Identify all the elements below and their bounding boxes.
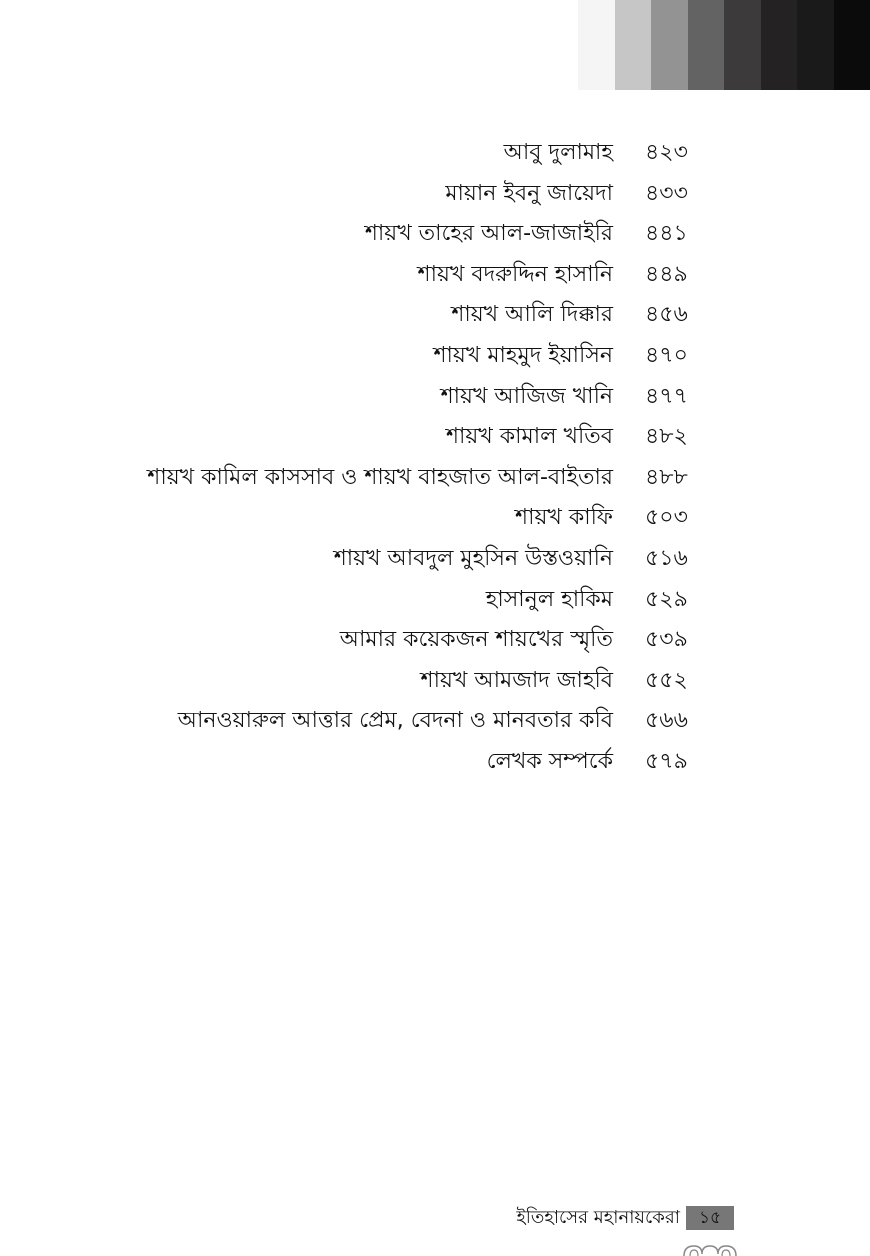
shade-swatch <box>688 0 725 90</box>
toc-entry <box>0 336 870 377</box>
running-footer-book-title: ইতিহাসের মহানায়কেরা <box>516 1207 680 1228</box>
shade-swatch <box>834 0 870 90</box>
toc-entry-title: আনওয়ারুল আত্তার প্রেম, বেদনা ও মানবতার কবি <box>177 708 613 734</box>
toc-entry <box>0 295 870 336</box>
shade-swatch <box>651 0 688 90</box>
toc-entry-title: শায়খ আলি দিক্কার <box>451 302 613 328</box>
toc-entry-title: শায়খ বদরুদ্দিন হাসানি <box>417 261 613 287</box>
toc-entry-title: হাসানুল হাকিম <box>485 586 613 612</box>
toc-entry <box>0 661 870 702</box>
toc-entry-title: শায়খ কামাল খতিব <box>445 424 613 450</box>
toc-entry-page: ৫২৯ <box>645 586 688 612</box>
toc-entry-title: শায়খ কাফি <box>515 505 613 531</box>
page-number-badge: ১৫ <box>686 1206 734 1230</box>
toc-entry-page: ৫০৩ <box>645 505 688 531</box>
toc-entry-page: ৫৭৯ <box>645 748 688 774</box>
toc-entry-page: ৫৬৬ <box>645 708 688 734</box>
toc-entry-page: ৪২৩ <box>645 140 688 165</box>
toc-entry <box>0 133 870 174</box>
toc-entry-title: মায়ান ইবনু জায়েদা <box>445 180 613 206</box>
toc-entry <box>0 742 870 783</box>
toc-entry <box>0 458 870 499</box>
shade-swatch <box>797 0 834 90</box>
table-of-contents <box>0 133 870 783</box>
toc-entry <box>0 580 870 621</box>
shade-swatch <box>724 0 761 90</box>
toc-entry <box>0 539 870 580</box>
toc-entry-page: ৪৭৭ <box>645 383 688 409</box>
toc-entry-page: ৪৩৩ <box>645 180 688 206</box>
toc-entry-page: ৪৭০ <box>645 342 688 368</box>
toc-entry-title: শায়খ আমজাদ জাহবি <box>420 667 613 693</box>
toc-entry <box>0 377 870 418</box>
toc-entry-title: লেখক সম্পর্কে <box>486 748 613 774</box>
toc-entry-page: ৫৩৯ <box>645 627 688 653</box>
toc-entry-title: শায়খ আবদুল মুহসিন উস্তওয়ানি <box>333 545 613 571</box>
toc-entry-page: ৪৫৬ <box>645 302 688 328</box>
toc-entry-title: আবু দুলামাহ <box>503 140 613 165</box>
shade-swatch <box>761 0 798 90</box>
toc-entry-title: শায়খ আজিজ খানি <box>440 383 613 409</box>
toc-entry-title: শায়খ মাহমুদ ইয়াসিন <box>433 342 613 368</box>
shade-swatch <box>615 0 652 90</box>
footer-ornament-icon <box>682 1244 738 1256</box>
toc-entry-page: ৫৫২ <box>645 667 688 693</box>
toc-entry <box>0 255 870 296</box>
toc-entry <box>0 620 870 661</box>
toc-entry-page: ৪৮২ <box>645 424 688 450</box>
toc-entry-title: শায়খ কামিল কাসসাব ও শায়খ বাহজাত আল-বাইতার <box>147 464 613 490</box>
toc-entry <box>0 417 870 458</box>
toc-entry-page: ৫১৬ <box>645 545 688 571</box>
toc-entry-page: ৪৪৯ <box>645 261 688 287</box>
toc-entry-page: ৪৪১ <box>645 221 688 247</box>
toc-entry <box>0 498 870 539</box>
shade-swatch <box>578 0 615 90</box>
toc-entry-page: ৪৮৮ <box>645 464 688 490</box>
toc-entry <box>0 701 870 742</box>
toc-entry-title: আমার কয়েকজন শায়খের স্মৃতি <box>339 627 613 653</box>
grayscale-color-bar <box>578 0 870 90</box>
toc-entry-title: শায়খ তাহের আল-জাজাইরি <box>364 221 613 247</box>
toc-entry <box>0 174 870 215</box>
toc-entry <box>0 214 870 255</box>
